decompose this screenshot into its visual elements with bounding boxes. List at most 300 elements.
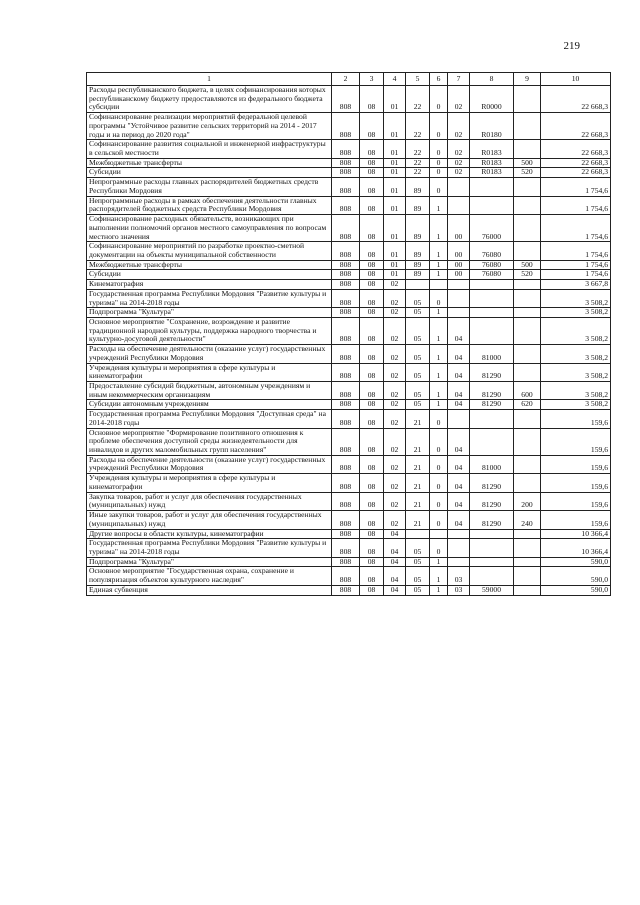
row-name-cell: Государственная программа Республики Мордовия "Развитие культуры и туризма" на 2014-2018 годы	[87, 539, 332, 557]
code-subprogram-cell: 1	[430, 557, 448, 567]
code-section-cell: 08	[360, 511, 384, 529]
code-subsection-cell: 01	[384, 270, 406, 280]
code-program-cell	[406, 280, 430, 290]
code-admin-cell: 808	[332, 260, 360, 270]
row-name-cell: Софинансирование развития социальной и инженерной инфраструктуры в сельской местности	[87, 140, 332, 158]
code-program-cell: 05	[406, 400, 430, 410]
code-expense-type-cell	[514, 529, 541, 539]
code-subsection-cell: 02	[384, 455, 406, 473]
code-activity-cell: 04	[448, 428, 470, 455]
code-subprogram-cell: 0	[430, 158, 448, 168]
amount-cell: 159,6	[541, 428, 611, 455]
code-expense-type-cell: 620	[514, 400, 541, 410]
code-program-cell: 89	[406, 270, 430, 280]
code-section-cell: 08	[360, 260, 384, 270]
code-program-cell: 05	[406, 585, 430, 595]
code-activity-cell	[448, 280, 470, 290]
amount-cell: 1 754,6	[541, 178, 611, 196]
code-section-cell: 08	[360, 280, 384, 290]
table-row	[87, 242, 611, 260]
code-activity-cell: 00	[448, 270, 470, 280]
code-subsection-cell: 02	[384, 363, 406, 381]
code-expense-type-cell	[514, 86, 541, 113]
row-name-cell: Единая субвенция	[87, 585, 332, 595]
header-cell: 8	[470, 73, 514, 86]
code-activity-cell	[448, 539, 470, 557]
code-section-cell: 08	[360, 400, 384, 410]
code-direction-cell: R0183	[470, 140, 514, 158]
amount-cell: 1 754,6	[541, 260, 611, 270]
table-row	[87, 345, 611, 363]
code-direction-cell: 59000	[470, 585, 514, 595]
row-name-cell: Софинансирование реализации мероприятий федеральной целевой программы "Устойчивое развитие сельских территорий на 2014 - 2017 годы и на период до 2020 года"	[87, 113, 332, 140]
code-expense-type-cell	[514, 455, 541, 473]
table-row	[87, 215, 611, 242]
code-program-cell: 89	[406, 196, 430, 214]
code-activity-cell: 04	[448, 455, 470, 473]
code-subsection-cell: 02	[384, 492, 406, 510]
row-name-cell: Подпрограмма "Культура"	[87, 308, 332, 318]
header-row	[87, 73, 611, 86]
row-name-cell: Кинематография	[87, 280, 332, 290]
code-subprogram-cell: 1	[430, 567, 448, 585]
code-subprogram-cell: 1	[430, 308, 448, 318]
amount-cell: 10 366,4	[541, 539, 611, 557]
code-activity-cell: 04	[448, 474, 470, 492]
code-subsection-cell: 01	[384, 158, 406, 168]
table-row	[87, 178, 611, 196]
code-direction-cell	[470, 289, 514, 307]
code-direction-cell: 81290	[470, 363, 514, 381]
code-admin-cell: 808	[332, 363, 360, 381]
code-program-cell: 89	[406, 178, 430, 196]
row-name-cell: Учреждения культуры и мероприятия в сфере культуры и кинематографии	[87, 363, 332, 381]
code-activity-cell	[448, 410, 470, 428]
code-subprogram-cell: 0	[430, 113, 448, 140]
code-program-cell: 05	[406, 539, 430, 557]
code-activity-cell: 02	[448, 113, 470, 140]
code-section-cell: 08	[360, 585, 384, 595]
table-row	[87, 308, 611, 318]
code-expense-type-cell	[514, 317, 541, 344]
amount-cell: 1 754,6	[541, 196, 611, 214]
code-subsection-cell: 02	[384, 428, 406, 455]
code-admin-cell: 808	[332, 140, 360, 158]
amount-cell: 590,0	[541, 567, 611, 585]
code-expense-type-cell	[514, 280, 541, 290]
code-admin-cell: 808	[332, 428, 360, 455]
code-admin-cell: 808	[332, 400, 360, 410]
amount-cell: 22 668,3	[541, 113, 611, 140]
amount-cell: 3 508,2	[541, 382, 611, 400]
code-subsection-cell: 02	[384, 345, 406, 363]
code-direction-cell: 81290	[470, 511, 514, 529]
code-program-cell: 89	[406, 260, 430, 270]
row-name-cell: Основное мероприятие "Формирование позитивного отношения к проблеме обеспечения доступной среды жизнедеятельности для инвалидов и других маломобильных групп населения"	[87, 428, 332, 455]
code-subsection-cell: 01	[384, 86, 406, 113]
budget-table	[86, 72, 611, 596]
amount-cell: 3 508,2	[541, 308, 611, 318]
code-program-cell: 89	[406, 242, 430, 260]
code-activity-cell	[448, 308, 470, 318]
code-section-cell: 08	[360, 289, 384, 307]
row-name-cell: Иные закупки товаров, работ и услуг для обеспечения государственных (муниципальных) нужд	[87, 511, 332, 529]
code-direction-cell: R0183	[470, 158, 514, 168]
code-program-cell: 22	[406, 86, 430, 113]
code-admin-cell: 808	[332, 410, 360, 428]
code-expense-type-cell: 240	[514, 511, 541, 529]
code-subsection-cell: 02	[384, 280, 406, 290]
code-subsection-cell: 04	[384, 557, 406, 567]
code-subsection-cell: 02	[384, 308, 406, 318]
code-section-cell: 08	[360, 345, 384, 363]
code-activity-cell: 03	[448, 585, 470, 595]
code-subprogram-cell: 1	[430, 242, 448, 260]
code-activity-cell: 03	[448, 567, 470, 585]
code-expense-type-cell	[514, 196, 541, 214]
code-subsection-cell: 02	[384, 474, 406, 492]
code-direction-cell	[470, 567, 514, 585]
row-name-cell: Основное мероприятие "Сохранение, возрождение и развитие традиционной народной культуры, поддержка народного творчества и культурно-досуговой деятельности"	[87, 317, 332, 344]
row-name-cell: Основное мероприятие "Государственная охрана, сохранение и популяризация объектов культурного наследия"	[87, 567, 332, 585]
code-subprogram-cell: 1	[430, 382, 448, 400]
code-expense-type-cell: 500	[514, 260, 541, 270]
code-admin-cell: 808	[332, 345, 360, 363]
code-admin-cell: 808	[332, 168, 360, 178]
row-name-cell: Субсидии	[87, 168, 332, 178]
row-name-cell: Государственная программа Республики Мордовия "Доступная среда" на 2014-2018 годы	[87, 410, 332, 428]
header-cell: 6	[430, 73, 448, 86]
code-section-cell: 08	[360, 567, 384, 585]
code-section-cell: 08	[360, 178, 384, 196]
code-admin-cell: 808	[332, 585, 360, 595]
code-program-cell: 21	[406, 410, 430, 428]
code-section-cell: 08	[360, 455, 384, 473]
code-subprogram-cell: 0	[430, 492, 448, 510]
code-section-cell: 08	[360, 363, 384, 381]
table-body	[87, 86, 611, 596]
code-direction-cell: 81000	[470, 345, 514, 363]
code-program-cell: 21	[406, 511, 430, 529]
code-subsection-cell: 01	[384, 196, 406, 214]
code-subprogram-cell: 1	[430, 585, 448, 595]
code-activity-cell	[448, 289, 470, 307]
code-direction-cell	[470, 196, 514, 214]
code-admin-cell: 808	[332, 317, 360, 344]
code-program-cell: 05	[406, 567, 430, 585]
code-subsection-cell: 02	[384, 382, 406, 400]
code-expense-type-cell	[514, 557, 541, 567]
table-row	[87, 196, 611, 214]
table-row	[87, 474, 611, 492]
amount-cell: 1 754,6	[541, 242, 611, 260]
code-subprogram-cell: 0	[430, 474, 448, 492]
code-program-cell	[406, 529, 430, 539]
table-row	[87, 492, 611, 510]
code-activity-cell: 04	[448, 400, 470, 410]
code-expense-type-cell	[514, 308, 541, 318]
code-section-cell: 08	[360, 382, 384, 400]
code-direction-cell	[470, 428, 514, 455]
code-subprogram-cell: 0	[430, 410, 448, 428]
amount-cell: 22 668,3	[541, 86, 611, 113]
code-section-cell: 08	[360, 539, 384, 557]
amount-cell: 22 668,3	[541, 168, 611, 178]
code-program-cell: 05	[406, 308, 430, 318]
code-subprogram-cell: 0	[430, 140, 448, 158]
code-expense-type-cell	[514, 567, 541, 585]
row-name-cell: Межбюджетные трансферты	[87, 260, 332, 270]
code-admin-cell: 808	[332, 242, 360, 260]
code-direction-cell	[470, 410, 514, 428]
row-name-cell: Закупка товаров, работ и услуг для обеспечения государственных (муниципальных) нужд	[87, 492, 332, 510]
code-program-cell: 22	[406, 140, 430, 158]
table-row	[87, 289, 611, 307]
code-activity-cell	[448, 196, 470, 214]
row-name-cell: Учреждения культуры и мероприятия в сфере культуры и кинематографии	[87, 474, 332, 492]
code-section-cell: 08	[360, 196, 384, 214]
code-subprogram-cell: 1	[430, 196, 448, 214]
code-direction-cell: 76080	[470, 270, 514, 280]
page-number: 219	[563, 40, 580, 52]
code-section-cell: 08	[360, 215, 384, 242]
code-direction-cell: R0180	[470, 113, 514, 140]
code-section-cell: 08	[360, 270, 384, 280]
code-direction-cell	[470, 308, 514, 318]
code-section-cell: 08	[360, 410, 384, 428]
code-direction-cell	[470, 280, 514, 290]
amount-cell: 3 508,2	[541, 345, 611, 363]
code-activity-cell: 00	[448, 215, 470, 242]
code-section-cell: 08	[360, 492, 384, 510]
code-direction-cell: R0000	[470, 86, 514, 113]
code-direction-cell: 76000	[470, 215, 514, 242]
code-subsection-cell: 01	[384, 215, 406, 242]
amount-cell: 590,0	[541, 557, 611, 567]
code-subsection-cell: 02	[384, 511, 406, 529]
code-subprogram-cell: 1	[430, 317, 448, 344]
code-expense-type-cell	[514, 242, 541, 260]
table-row	[87, 363, 611, 381]
table-row	[87, 317, 611, 344]
code-admin-cell: 808	[332, 215, 360, 242]
row-name-cell: Софинансирование расходных обязательств, возникающих при выполнении полномочий органов местного самоуправления по вопросам местного значения	[87, 215, 332, 242]
code-expense-type-cell	[514, 345, 541, 363]
amount-cell: 22 668,3	[541, 158, 611, 168]
code-expense-type-cell	[514, 140, 541, 158]
code-activity-cell: 04	[448, 511, 470, 529]
code-admin-cell: 808	[332, 158, 360, 168]
code-activity-cell	[448, 529, 470, 539]
code-activity-cell: 04	[448, 345, 470, 363]
code-subprogram-cell: 0	[430, 455, 448, 473]
code-subprogram-cell: 0	[430, 168, 448, 178]
code-admin-cell: 808	[332, 492, 360, 510]
row-name-cell: Расходы на обеспечение деятельности (оказание услуг) государственных учреждений Республики Мордовия	[87, 345, 332, 363]
amount-cell: 3 667,8	[541, 280, 611, 290]
code-direction-cell	[470, 317, 514, 344]
code-activity-cell: 00	[448, 260, 470, 270]
code-direction-cell: 81290	[470, 382, 514, 400]
code-direction-cell	[470, 529, 514, 539]
code-direction-cell: 81290	[470, 400, 514, 410]
row-name-cell: Субсидии автономным учреждениям	[87, 400, 332, 410]
code-activity-cell: 00	[448, 242, 470, 260]
code-subsection-cell: 04	[384, 539, 406, 557]
code-subprogram-cell: 0	[430, 86, 448, 113]
code-expense-type-cell	[514, 215, 541, 242]
amount-cell: 159,6	[541, 474, 611, 492]
code-direction-cell: R0183	[470, 168, 514, 178]
table-row	[87, 280, 611, 290]
code-admin-cell: 808	[332, 567, 360, 585]
code-program-cell: 21	[406, 474, 430, 492]
code-subsection-cell: 02	[384, 400, 406, 410]
row-name-cell: Субсидии	[87, 270, 332, 280]
code-program-cell: 05	[406, 289, 430, 307]
code-subprogram-cell: 0	[430, 428, 448, 455]
row-name-cell: Непрограммные расходы в рамках обеспечения деятельности главных распорядителей бюджетных средств Республики Мордовия	[87, 196, 332, 214]
code-activity-cell	[448, 178, 470, 196]
code-expense-type-cell	[514, 113, 541, 140]
code-subsection-cell: 01	[384, 113, 406, 140]
amount-cell: 159,6	[541, 410, 611, 428]
code-subprogram-cell	[430, 529, 448, 539]
code-expense-type-cell	[514, 585, 541, 595]
code-subsection-cell: 04	[384, 529, 406, 539]
code-admin-cell: 808	[332, 529, 360, 539]
code-expense-type-cell: 500	[514, 158, 541, 168]
code-subprogram-cell: 1	[430, 363, 448, 381]
code-activity-cell	[448, 557, 470, 567]
code-admin-cell: 808	[332, 178, 360, 196]
code-activity-cell: 04	[448, 492, 470, 510]
code-expense-type-cell	[514, 363, 541, 381]
row-name-cell: Расходы республиканского бюджета, в целях софинансирования которых республиканскому бюджету предоставляются из федерального бюджета субсидии	[87, 86, 332, 113]
code-admin-cell: 808	[332, 113, 360, 140]
code-admin-cell: 808	[332, 557, 360, 567]
amount-cell: 3 508,2	[541, 289, 611, 307]
header-cell: 3	[360, 73, 384, 86]
code-subprogram-cell: 1	[430, 345, 448, 363]
table-row	[87, 455, 611, 473]
table-header	[87, 73, 611, 86]
code-subsection-cell: 04	[384, 585, 406, 595]
code-expense-type-cell: 600	[514, 382, 541, 400]
code-expense-type-cell	[514, 178, 541, 196]
code-expense-type-cell: 520	[514, 270, 541, 280]
row-name-cell: Другие вопросы в области культуры, кинематографии	[87, 529, 332, 539]
code-subprogram-cell	[430, 280, 448, 290]
amount-cell: 3 508,2	[541, 363, 611, 381]
header-cell: 10	[541, 73, 611, 86]
code-admin-cell: 808	[332, 382, 360, 400]
code-direction-cell	[470, 539, 514, 557]
code-direction-cell	[470, 178, 514, 196]
code-activity-cell: 02	[448, 86, 470, 113]
code-direction-cell: 76080	[470, 260, 514, 270]
code-activity-cell: 02	[448, 158, 470, 168]
code-program-cell: 21	[406, 428, 430, 455]
code-section-cell: 08	[360, 140, 384, 158]
header-cell: 5	[406, 73, 430, 86]
code-section-cell: 08	[360, 308, 384, 318]
code-direction-cell: 76080	[470, 242, 514, 260]
amount-cell: 10 366,4	[541, 529, 611, 539]
code-expense-type-cell: 200	[514, 492, 541, 510]
code-subprogram-cell: 0	[430, 511, 448, 529]
amount-cell: 1 754,6	[541, 270, 611, 280]
code-subsection-cell: 02	[384, 410, 406, 428]
code-subsection-cell: 01	[384, 260, 406, 270]
amount-cell: 590,0	[541, 585, 611, 595]
header-cell: 7	[448, 73, 470, 86]
header-cell: 1	[87, 73, 332, 86]
code-activity-cell: 02	[448, 168, 470, 178]
table-row	[87, 86, 611, 113]
code-admin-cell: 808	[332, 455, 360, 473]
code-program-cell: 22	[406, 168, 430, 178]
table-row	[87, 567, 611, 585]
row-name-cell: Государственная программа Республики Мордовия "Развитие культуры и туризма" на 2014-2018 годы	[87, 289, 332, 307]
code-subprogram-cell: 1	[430, 215, 448, 242]
code-activity-cell: 04	[448, 382, 470, 400]
code-admin-cell: 808	[332, 539, 360, 557]
code-subprogram-cell: 0	[430, 289, 448, 307]
table-row	[87, 585, 611, 595]
code-subprogram-cell: 0	[430, 178, 448, 196]
code-subprogram-cell: 1	[430, 400, 448, 410]
code-program-cell: 05	[406, 317, 430, 344]
code-direction-cell: 81000	[470, 455, 514, 473]
code-subprogram-cell: 1	[430, 270, 448, 280]
code-program-cell: 21	[406, 455, 430, 473]
code-section-cell: 08	[360, 428, 384, 455]
table-row	[87, 539, 611, 557]
table-row	[87, 410, 611, 428]
code-subsection-cell: 02	[384, 289, 406, 307]
code-subprogram-cell: 1	[430, 260, 448, 270]
code-admin-cell: 808	[332, 308, 360, 318]
code-activity-cell: 02	[448, 140, 470, 158]
code-expense-type-cell	[514, 410, 541, 428]
code-section-cell: 08	[360, 113, 384, 140]
amount-cell: 159,6	[541, 511, 611, 529]
code-direction-cell: 81290	[470, 492, 514, 510]
code-section-cell: 08	[360, 86, 384, 113]
code-admin-cell: 808	[332, 86, 360, 113]
code-program-cell: 05	[406, 557, 430, 567]
code-activity-cell: 04	[448, 317, 470, 344]
code-subsection-cell: 01	[384, 168, 406, 178]
code-direction-cell: 81290	[470, 474, 514, 492]
table-row	[87, 511, 611, 529]
code-subsection-cell: 01	[384, 242, 406, 260]
amount-cell: 3 508,2	[541, 317, 611, 344]
code-section-cell: 08	[360, 242, 384, 260]
row-name-cell: Предоставление субсидий бюджетным, автономным учреждениям и иным некоммерческим организациям	[87, 382, 332, 400]
code-expense-type-cell	[514, 428, 541, 455]
row-name-cell: Софинансирование мероприятий по разработке проектно-сметной документации на объекты муниципальной собственности	[87, 242, 332, 260]
code-program-cell: 22	[406, 113, 430, 140]
code-program-cell: 22	[406, 158, 430, 168]
code-activity-cell: 04	[448, 363, 470, 381]
code-subprogram-cell: 0	[430, 539, 448, 557]
code-program-cell: 89	[406, 215, 430, 242]
code-subsection-cell: 01	[384, 178, 406, 196]
code-section-cell: 08	[360, 168, 384, 178]
amount-cell: 22 668,3	[541, 140, 611, 158]
